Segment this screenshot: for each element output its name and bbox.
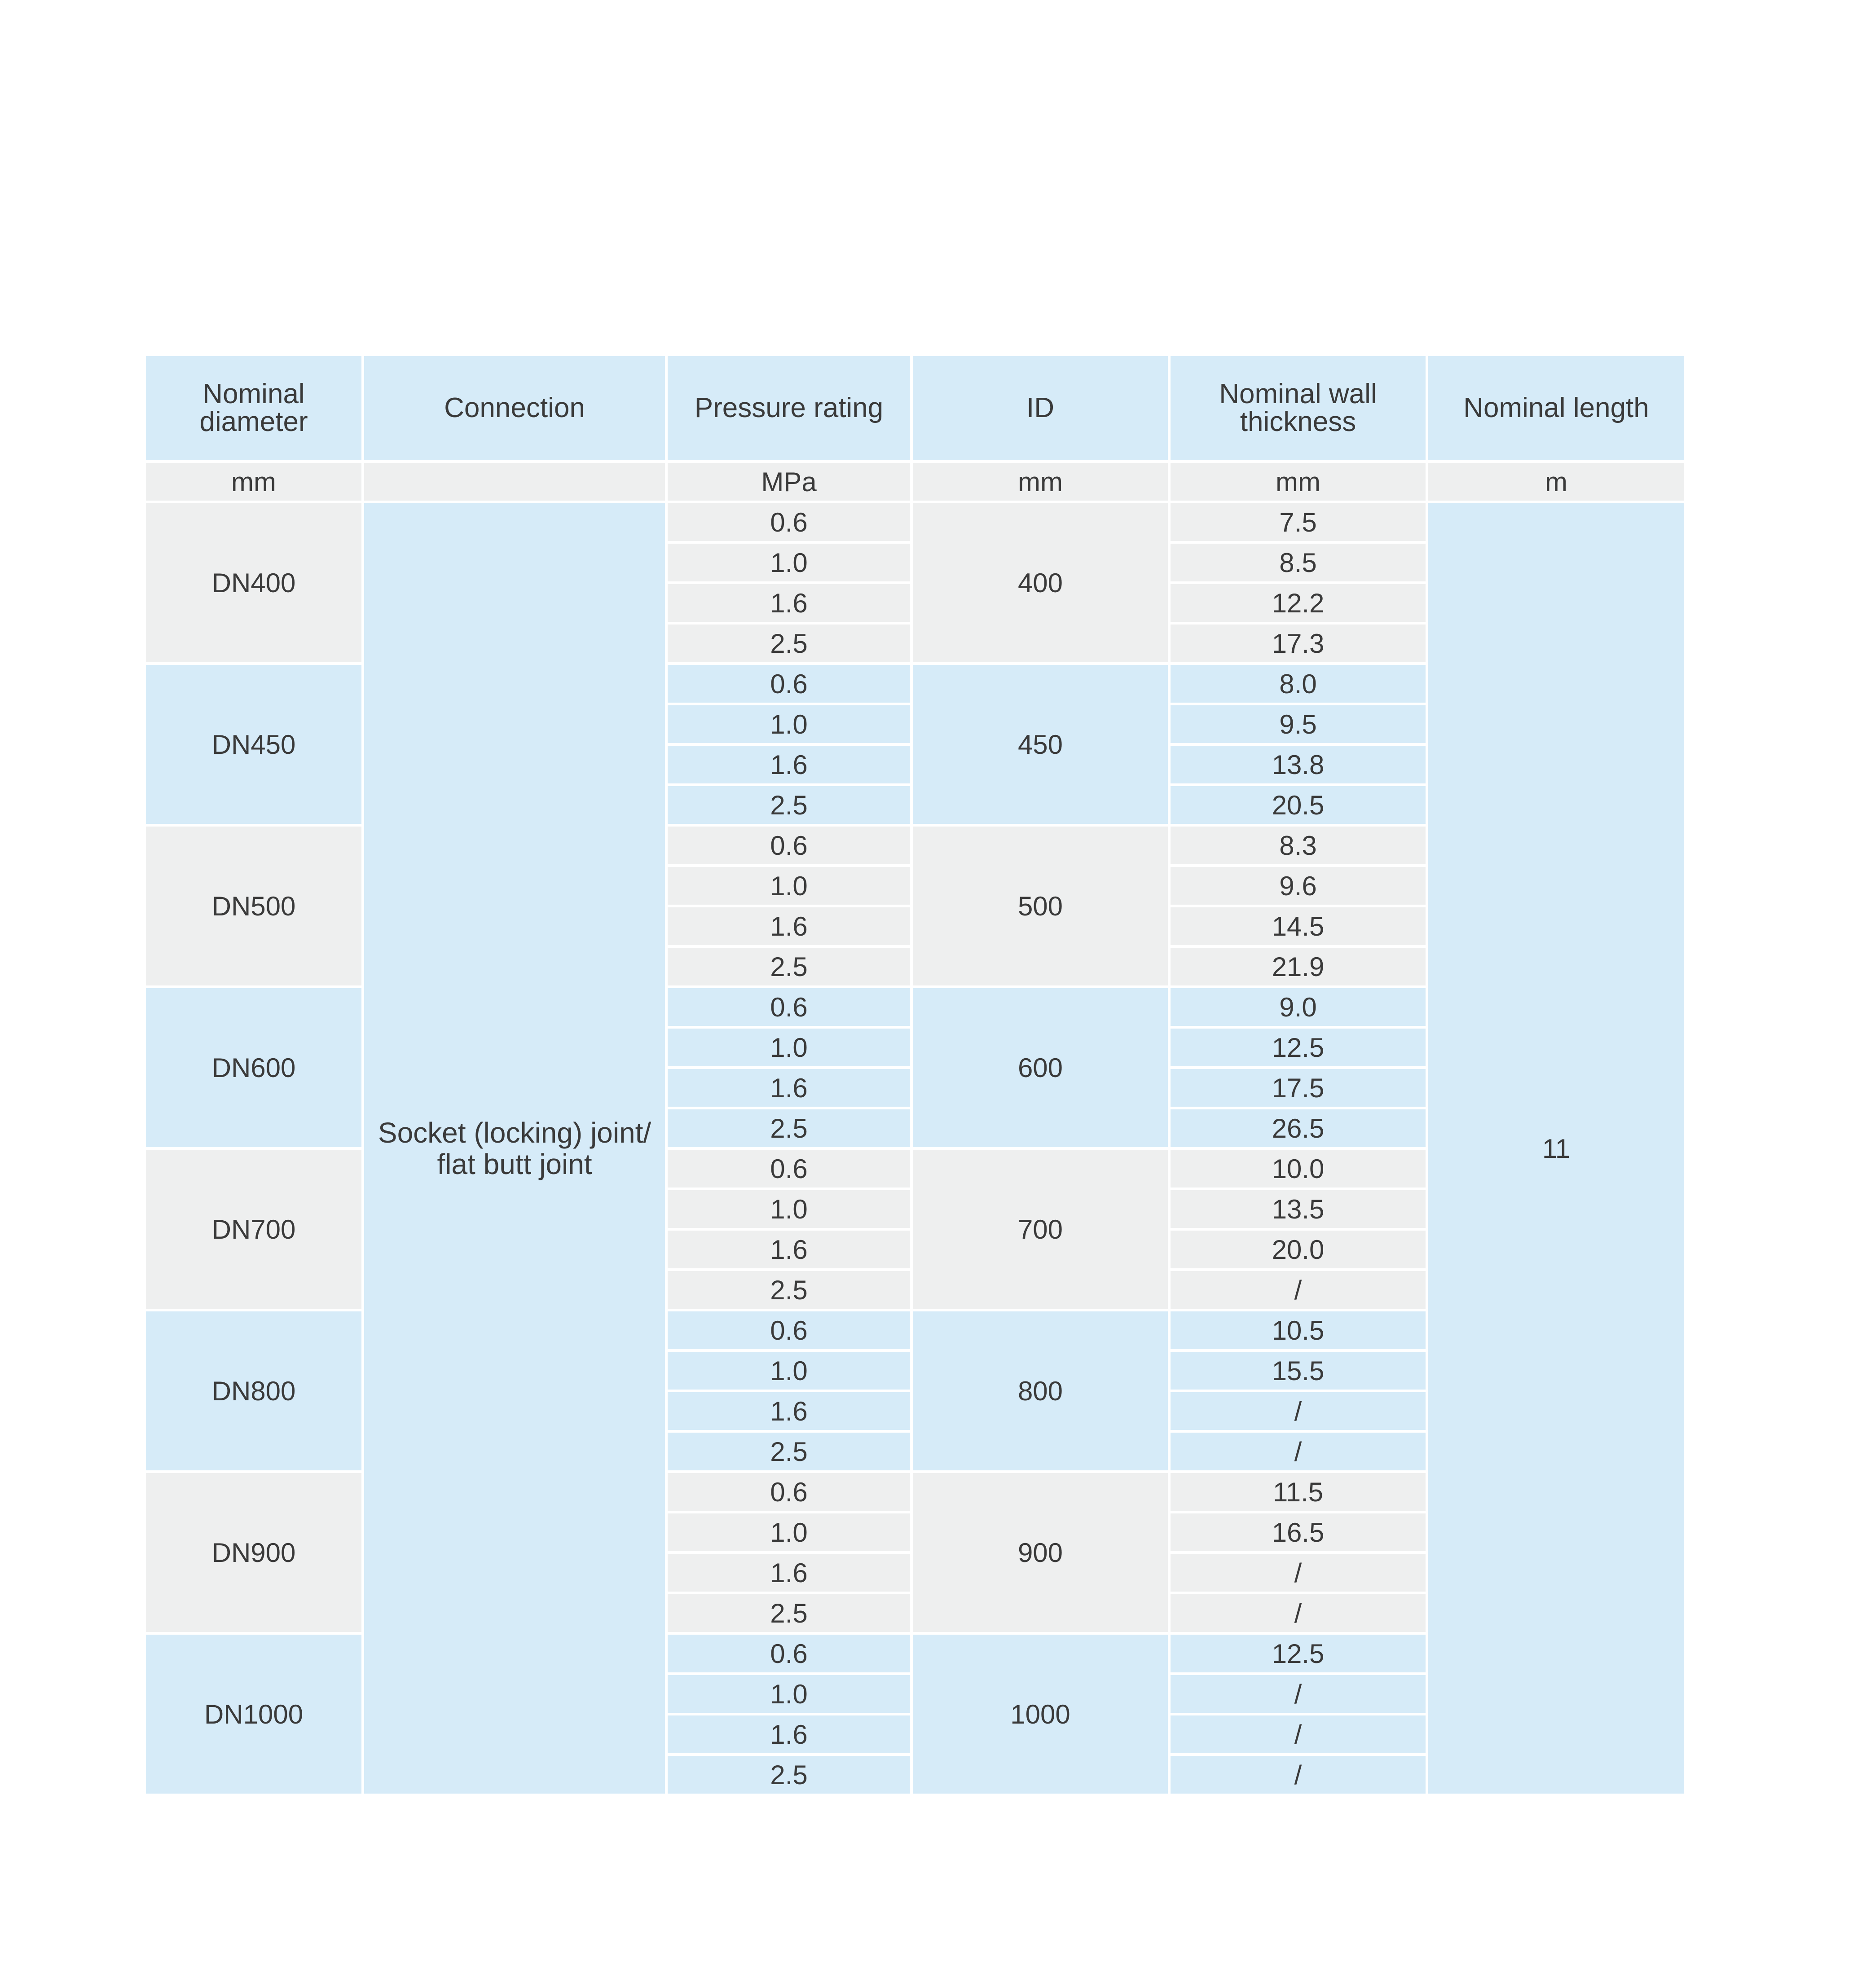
pressure-rating-cell: 2.5: [666, 946, 911, 987]
header-nominal-wall-thickness-label: Nominal wall thickness: [1219, 378, 1377, 437]
wall-thickness-cell: 12.5: [1169, 1027, 1427, 1068]
wall-thickness-cell: 17.5: [1169, 1068, 1427, 1108]
nominal-length-cell: 11: [1427, 502, 1686, 1795]
wall-thickness-cell: 15.5: [1169, 1350, 1427, 1391]
wall-thickness-cell: 13.5: [1169, 1189, 1427, 1229]
wall-thickness-cell: /: [1169, 1431, 1427, 1472]
id-cell: 900: [911, 1472, 1169, 1633]
units-row: [145, 462, 1686, 502]
nominal-diameter-cell: DN700: [145, 1148, 363, 1310]
id-cell: 600: [911, 987, 1169, 1148]
wall-thickness-cell: 20.0: [1169, 1229, 1427, 1270]
wall-thickness-cell: 26.5: [1169, 1108, 1427, 1148]
nominal-diameter-cell: DN800: [145, 1310, 363, 1472]
wall-thickness-cell: 9.6: [1169, 866, 1427, 906]
id-cell: 500: [911, 825, 1169, 987]
id-cell: 700: [911, 1148, 1169, 1310]
header-connection: [363, 355, 666, 462]
header-pressure-rating: [666, 355, 911, 462]
wall-thickness-cell: /: [1169, 1674, 1427, 1714]
wall-thickness-cell: 11.5: [1169, 1472, 1427, 1512]
pressure-rating-cell: 2.5: [666, 1431, 911, 1472]
pressure-rating-cell: 1.0: [666, 1512, 911, 1553]
wall-thickness-cell: 12.5: [1169, 1633, 1427, 1674]
pressure-rating-cell: 0.6: [666, 987, 911, 1027]
connection-label: Socket (locking) joint/ flat butt joint: [378, 1117, 651, 1180]
pressure-rating-cell: 1.0: [666, 1027, 911, 1068]
unit-nominal-length: m: [1427, 462, 1686, 502]
unit-connection: [363, 462, 666, 502]
unit-id: mm: [911, 462, 1169, 502]
pressure-rating-cell: 0.6: [666, 1310, 911, 1350]
header-nominal-diameter-label: Nominal diameter: [199, 378, 308, 437]
pressure-rating-cell: 2.5: [666, 1593, 911, 1633]
nominal-diameter-cell: DN900: [145, 1472, 363, 1633]
pressure-rating-cell: 1.0: [666, 1350, 911, 1391]
wall-thickness-cell: /: [1169, 1270, 1427, 1310]
pressure-rating-cell: 2.5: [666, 1108, 911, 1148]
pressure-rating-cell: 1.6: [666, 1553, 911, 1593]
header-nominal-wall-thickness: [1169, 355, 1427, 462]
id-cell: 450: [911, 664, 1169, 825]
wall-thickness-cell: 12.2: [1169, 583, 1427, 623]
pressure-rating-cell: 1.6: [666, 906, 911, 946]
wall-thickness-cell: 8.0: [1169, 664, 1427, 704]
wall-thickness-cell: 10.5: [1169, 1310, 1427, 1350]
pipe-spec-table: [143, 353, 1687, 1796]
header-nominal-length-label: Nominal length: [1463, 392, 1649, 423]
wall-thickness-cell: 8.3: [1169, 825, 1427, 866]
wall-thickness-cell: 10.0: [1169, 1148, 1427, 1189]
pressure-rating-cell: 0.6: [666, 825, 911, 866]
wall-thickness-cell: 14.5: [1169, 906, 1427, 946]
connection-cell: [363, 502, 666, 1795]
pressure-rating-cell: 2.5: [666, 623, 911, 664]
nominal-diameter-cell: DN600: [145, 987, 363, 1148]
pressure-rating-cell: 1.6: [666, 1229, 911, 1270]
pressure-rating-cell: 1.6: [666, 583, 911, 623]
nominal-diameter-cell: DN500: [145, 825, 363, 987]
nominal-diameter-cell: DN450: [145, 664, 363, 825]
nominal-diameter-cell: DN400: [145, 502, 363, 664]
header-pressure-rating-label: Pressure rating: [694, 392, 884, 423]
wall-thickness-cell: /: [1169, 1553, 1427, 1593]
wall-thickness-cell: 17.3: [1169, 623, 1427, 664]
pressure-rating-cell: 2.5: [666, 1755, 911, 1795]
wall-thickness-cell: 9.0: [1169, 987, 1427, 1027]
header-connection-label: Connection: [444, 392, 585, 423]
pressure-rating-cell: 1.0: [666, 1189, 911, 1229]
header-id: [911, 355, 1169, 462]
wall-thickness-cell: /: [1169, 1755, 1427, 1795]
wall-thickness-cell: 20.5: [1169, 785, 1427, 825]
pressure-rating-cell: 1.0: [666, 704, 911, 744]
pressure-rating-cell: 1.6: [666, 744, 911, 785]
pressure-rating-cell: 0.6: [666, 502, 911, 542]
wall-thickness-cell: /: [1169, 1593, 1427, 1633]
pressure-rating-cell: 1.6: [666, 1391, 911, 1431]
unit-nominal-diameter: mm: [145, 462, 363, 502]
pressure-rating-cell: 1.0: [666, 542, 911, 583]
wall-thickness-cell: 9.5: [1169, 704, 1427, 744]
unit-pressure-rating: MPa: [666, 462, 911, 502]
id-cell: 800: [911, 1310, 1169, 1472]
header-id-label: ID: [1026, 392, 1054, 423]
pressure-rating-cell: 0.6: [666, 1633, 911, 1674]
wall-thickness-cell: 16.5: [1169, 1512, 1427, 1553]
header-row: [145, 355, 1686, 462]
wall-thickness-cell: 8.5: [1169, 542, 1427, 583]
table-body: [145, 502, 1686, 1795]
pressure-rating-cell: 2.5: [666, 1270, 911, 1310]
id-cell: 400: [911, 502, 1169, 664]
table-row: [145, 502, 1686, 542]
pressure-rating-cell: 1.6: [666, 1068, 911, 1108]
pressure-rating-cell: 0.6: [666, 1472, 911, 1512]
wall-thickness-cell: 13.8: [1169, 744, 1427, 785]
pressure-rating-cell: 2.5: [666, 785, 911, 825]
wall-thickness-cell: 7.5: [1169, 502, 1427, 542]
header-nominal-diameter: [145, 355, 363, 462]
pressure-rating-cell: 0.6: [666, 664, 911, 704]
pressure-rating-cell: 1.0: [666, 866, 911, 906]
wall-thickness-cell: 21.9: [1169, 946, 1427, 987]
header-nominal-length: [1427, 355, 1686, 462]
pressure-rating-cell: 0.6: [666, 1148, 911, 1189]
nominal-diameter-cell: DN1000: [145, 1633, 363, 1795]
wall-thickness-cell: /: [1169, 1714, 1427, 1755]
unit-nominal-wall-thickness: mm: [1169, 462, 1427, 502]
id-cell: 1000: [911, 1633, 1169, 1795]
pressure-rating-cell: 1.6: [666, 1714, 911, 1755]
pressure-rating-cell: 1.0: [666, 1674, 911, 1714]
wall-thickness-cell: /: [1169, 1391, 1427, 1431]
